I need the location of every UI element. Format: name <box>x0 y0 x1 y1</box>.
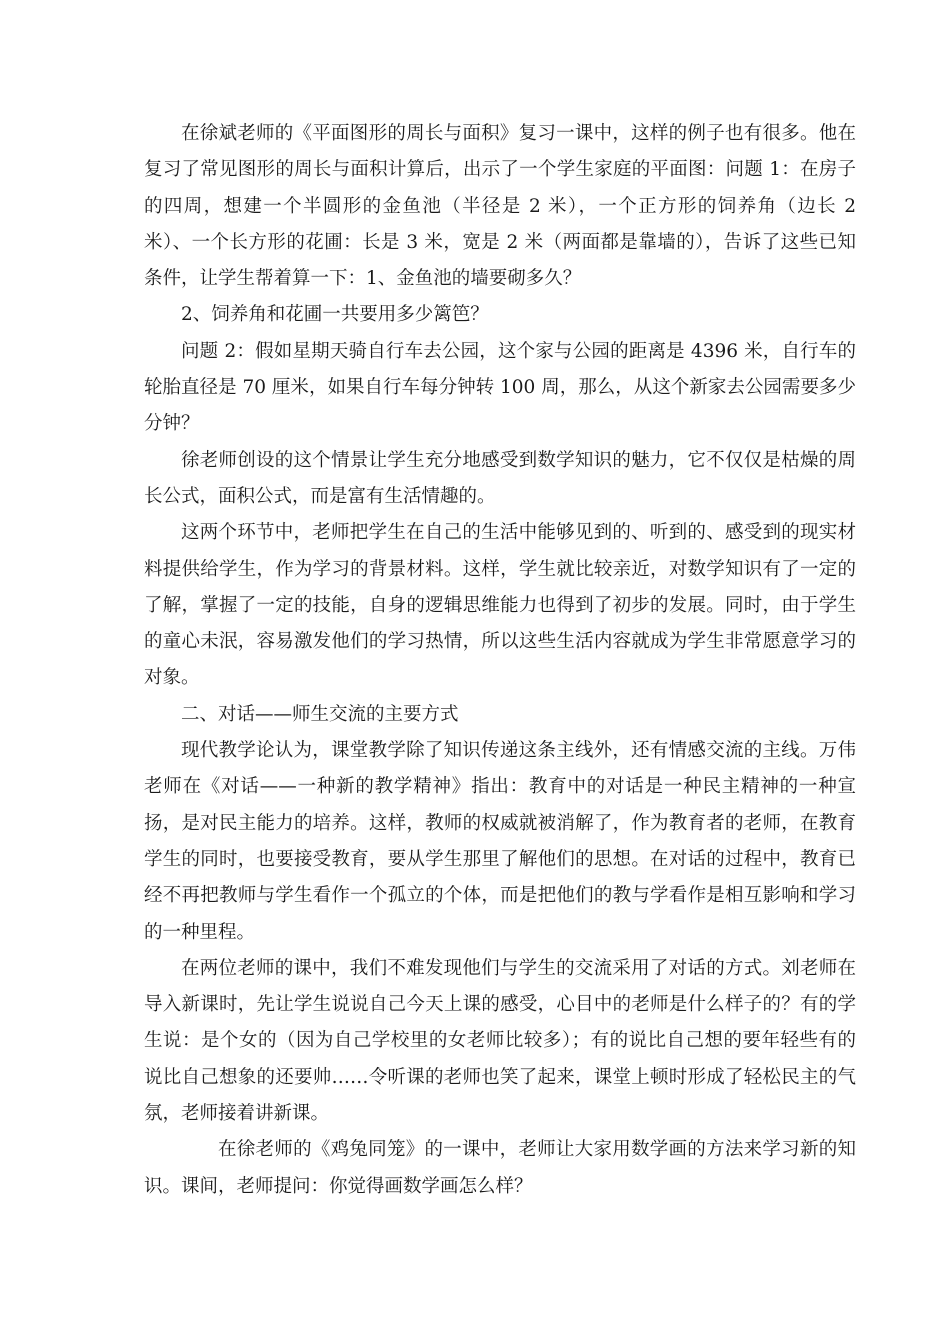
paragraph-dialogue-examples: 在两位老师的课中，我们不难发现他们与学生的交流采用了对话的方式。刘老师在导入新课时，先让学生说说自己今天上课的感受，心目中的老师是什么样子的？有的学生说：是个女的（因为自己学校里的女老师比较多）；有的说比自己想的要年轻些有的说比自己想象的还要帅……令听课的老师也笑了起来，课堂上顿时形成了轻松民主的气氛，老师接着讲新课。 <box>144 957 856 1125</box>
paragraph-question-fence: 2、饲养角和花圃一共要用多少篱笆？ <box>181 304 489 326</box>
paragraph-dialogue-theory: 现代教学论认为，课堂教学除了知识传递这条主线外，还有情感交流的主线。万伟老师在《对话——一种新的教学精神》指出：教育中的对话是一种民主精神的一种宣扬，是对民主能力的培养。这样，教师的权威就被消解了，作为教育者的老师，在教育学生的同时，也要接受教育，要从学生那里了解他们的思想。在对话的过程中，教育已经不再把教师与学生看作一个孤立的个体，而是把他们的教与学看作是相互影响和学习的一种里程。 <box>144 740 856 943</box>
paragraph-perimeter-area-lesson: 在徐斌老师的《平面图形的周长与面积》复习一课中，这样的例子也有很多。他在复习了常见图形的周长与面积计算后，出示了一个学生家庭的平面图：问题 1：在房子的四周，想建一个半圆形的金鱼池（半径是 2 米），一个正方形的饲养角（边长 2 米）、一个长方形的花圃：长是 3 米，宽是 2 米（两面都是靠墙的），告诉了这些已知条件，让学生帮着算一下：1、金鱼池的墙要砌多久？ <box>144 123 856 290</box>
paragraph-math-charm: 徐老师创设的这个情景让学生充分地感受到数学知识的魅力，它不仅仅是枯燥的周长公式，面积公式，而是富有生活情趣的。 <box>144 449 856 507</box>
document-page <box>144 116 856 1205</box>
paragraph-real-life-materials: 这两个环节中，老师把学生在自己的生活中能够见到的、听到的、感受到的现实材料提供给学生，作为学习的背景材料。这样，学生就比较亲近，对数学知识有了一定的了解，掌握了一定的技能，自身的逻辑思维能力也得到了初步的发展。同时，由于学生的童心未泯，容易激发他们的学习热情，所以这些生活内容就成为学生非常愿意学习的对象。 <box>144 522 856 689</box>
paragraph-question-bicycle: 问题 2：假如星期天骑自行车去公园，这个家与公园的距离是 4396 米，自行车的轮胎直径是 70 厘米，如果自行车每分钟转 100 周，那么，从这个新家去公园需要多少分钟？ <box>144 340 856 435</box>
section-heading-dialogue: 二、对话——师生交流的主要方式 <box>181 703 459 725</box>
paragraph-chicken-rabbit-lesson: 在徐老师的《鸡兔同笼》的一课中，老师让大家用数学画的方法来学习新的知识。课间，老师提问：你觉得画数学画怎么样？ <box>144 1139 856 1197</box>
